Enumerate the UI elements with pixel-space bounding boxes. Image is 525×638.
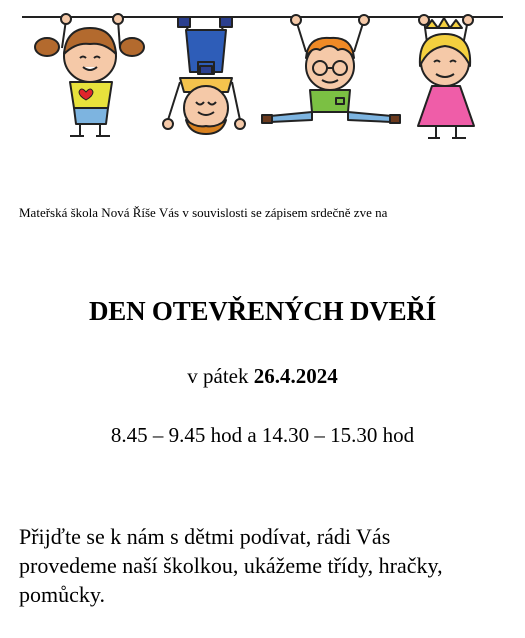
date-value: 26.4.2024 bbox=[253, 364, 338, 388]
intro-text: Mateřská škola Nová Říše Vás v souvislosti se zápisem srdečně zve na bbox=[19, 205, 388, 220]
girl-pigtails-figure bbox=[35, 14, 144, 136]
invitation-text: Přijďte se k nám s dětmi podívat, rádi Vás provedeme naší školkou, ukážeme třídy, hračky, pomůcky. bbox=[19, 524, 443, 607]
event-hours: 8.45 – 9.45 hod a 14.30 – 15.30 hod bbox=[110, 423, 415, 447]
event-title: DEN OTEVŘENÝCH DVEŘÍ bbox=[88, 296, 437, 326]
boy-upside-down-figure bbox=[163, 17, 245, 134]
children-hanging-illustration bbox=[0, 0, 525, 150]
boy-glasses-figure bbox=[262, 15, 400, 123]
event-date bbox=[0, 364, 525, 389]
date-prefix: v pátek bbox=[187, 364, 249, 388]
girl-crown-figure bbox=[418, 15, 474, 138]
